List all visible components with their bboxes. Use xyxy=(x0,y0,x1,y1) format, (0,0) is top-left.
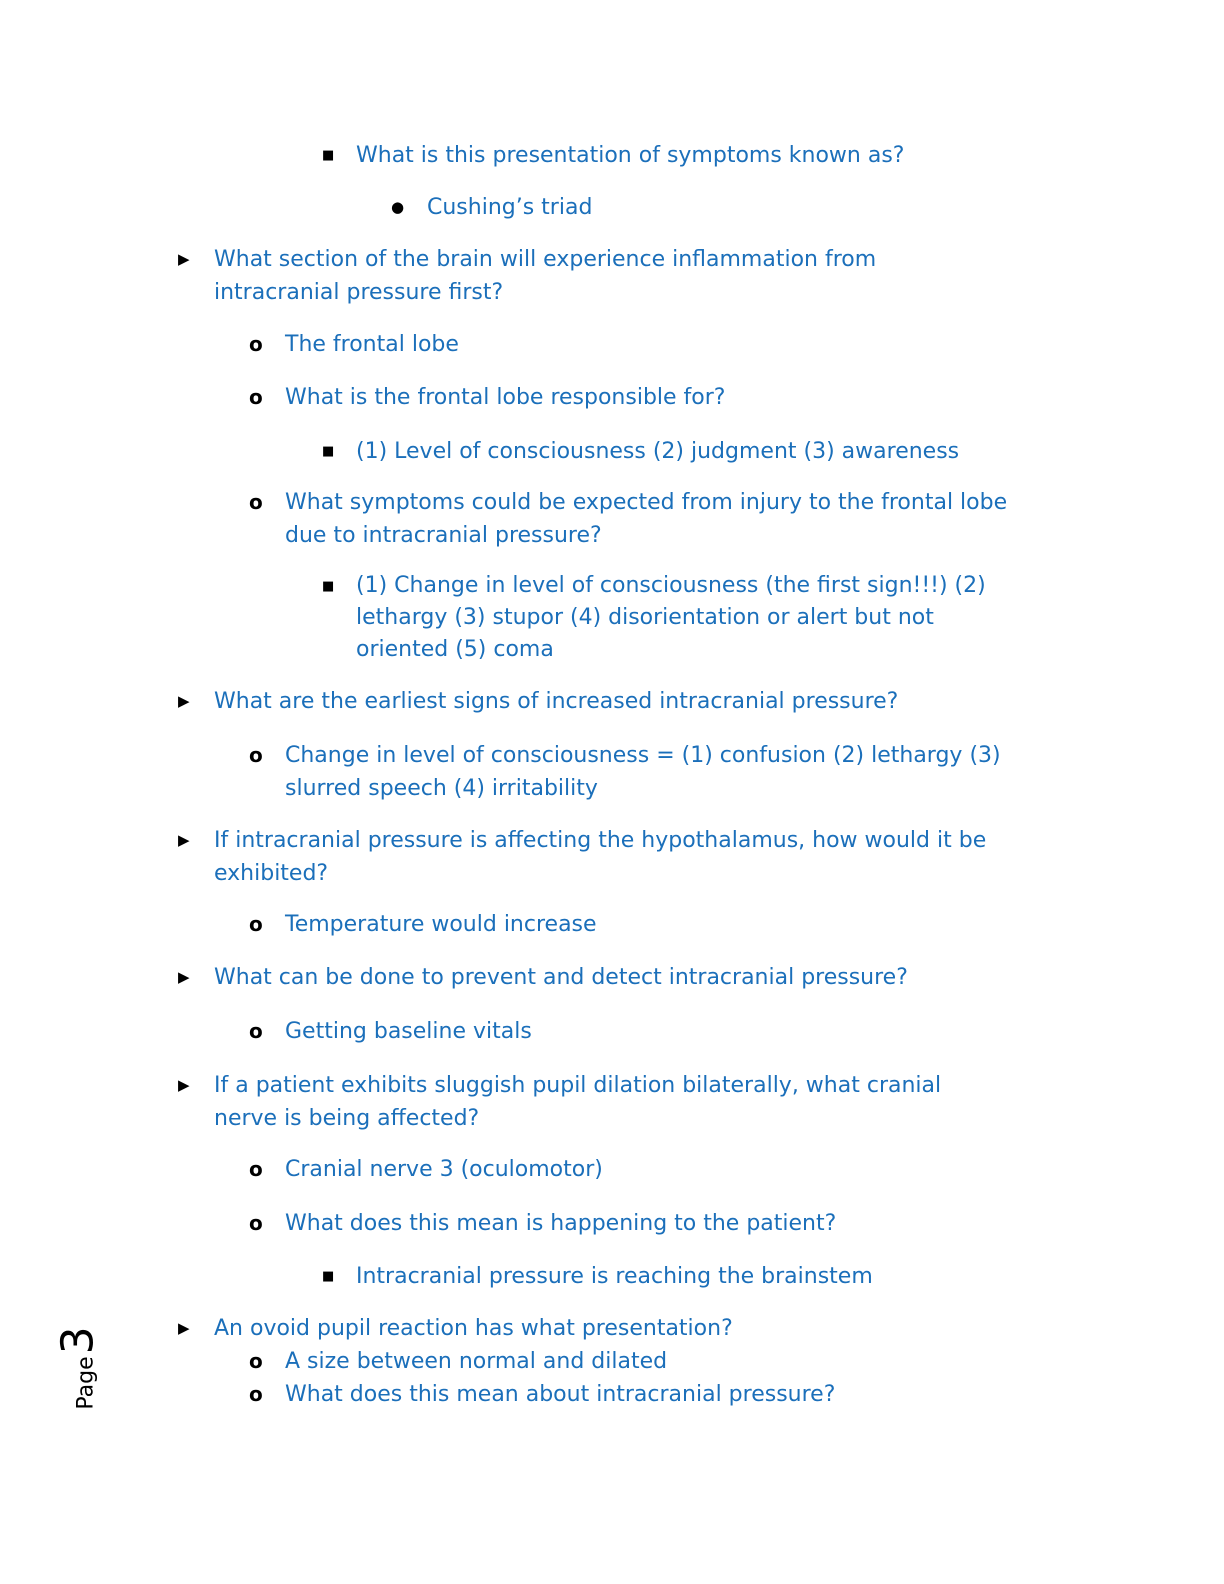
outline-item-text: What is this presentation of symptoms known as? xyxy=(356,143,905,168)
outline-item xyxy=(285,1378,835,1411)
outline-item xyxy=(285,908,597,941)
outline-item xyxy=(285,1153,603,1186)
outline-item-text: What are the earliest signs of increased intracranial pressure? xyxy=(214,689,899,714)
outline-item xyxy=(285,1015,532,1048)
outline-item-text-continued: lethargy (3) stupor (4) disorientation or alert but not xyxy=(356,605,934,630)
outline-item-text: The frontal lobe xyxy=(285,332,459,357)
outline-item-text-continued: exhibited? xyxy=(214,861,329,886)
outline-item xyxy=(285,1207,836,1240)
outline-item-text-continued: nerve is being affected? xyxy=(214,1106,480,1131)
outline-item xyxy=(285,381,725,414)
square-bullet-icon: ■ xyxy=(322,148,335,163)
outline-item xyxy=(285,328,459,361)
outline-item xyxy=(356,1260,873,1293)
arrow-bullet-icon: ▶ xyxy=(178,1319,190,1337)
arrow-bullet-icon: ▶ xyxy=(178,831,190,849)
arrow-bullet-icon: ▶ xyxy=(178,692,190,710)
outline-item-text: Getting baseline vitals xyxy=(285,1019,532,1044)
outline-item xyxy=(356,570,986,666)
circle-bullet-icon: o xyxy=(249,490,263,514)
page-number xyxy=(53,1326,104,1409)
circle-bullet-icon: o xyxy=(249,1349,263,1373)
circle-bullet-icon: o xyxy=(249,1019,263,1043)
outline-item-text: What is the frontal lobe responsible for? xyxy=(285,385,726,410)
outline-item-text-continued: slurred speech (4) irritability xyxy=(285,776,598,801)
circle-bullet-icon: o xyxy=(249,332,263,356)
outline-item xyxy=(214,685,898,718)
outline-item xyxy=(214,1069,941,1135)
square-bullet-icon: ■ xyxy=(322,1269,335,1284)
outline-item-text-continued: due to intracranial pressure? xyxy=(285,523,602,548)
outline-item-text-continued: intracranial pressure first? xyxy=(214,280,504,305)
dot-bullet-icon: ● xyxy=(391,198,405,216)
outline-item-text: What does this mean is happening to the patient? xyxy=(285,1211,837,1236)
outline-item-text: (1) Change in level of consciousness (the first sign!!!) (2) xyxy=(356,573,986,598)
outline-item-text: Cranial nerve 3 (oculomotor) xyxy=(285,1157,603,1182)
outline-item-text: What does this mean about intracranial pressure? xyxy=(285,1382,836,1407)
square-bullet-icon: ■ xyxy=(322,579,335,594)
arrow-bullet-icon: ▶ xyxy=(178,1076,190,1094)
circle-bullet-icon: o xyxy=(249,743,263,767)
circle-bullet-icon: o xyxy=(249,1157,263,1181)
arrow-bullet-icon: ▶ xyxy=(178,250,190,268)
outline-item xyxy=(214,961,908,994)
outline-item-text: Change in level of consciousness = (1) confusion (2) lethargy (3) xyxy=(285,743,1001,768)
outline-item xyxy=(214,243,876,309)
outline-item-text: Cushing’s triad xyxy=(427,195,593,220)
outline-item-text: If intracranial pressure is affecting the hypothalamus, how would it be xyxy=(214,828,987,853)
outline-item xyxy=(285,1345,667,1378)
circle-bullet-icon: o xyxy=(249,1211,263,1235)
outline-item xyxy=(285,486,1007,552)
outline-item-text: A size between normal and dilated xyxy=(285,1349,668,1374)
outline-item-text: What can be done to prevent and detect intracranial pressure? xyxy=(214,965,908,990)
outline-item xyxy=(356,435,959,468)
outline-item-text: What section of the brain will experience inflammation from xyxy=(214,247,877,272)
outline-item-text: (1) Level of consciousness (2) judgment (3) awareness xyxy=(356,439,960,464)
square-bullet-icon: ■ xyxy=(322,444,335,459)
outline-item xyxy=(285,739,1001,805)
outline-item xyxy=(214,1312,733,1345)
outline-item xyxy=(427,191,592,224)
outline-item-text: An ovoid pupil reaction has what presentation? xyxy=(214,1316,733,1341)
circle-bullet-icon: o xyxy=(249,912,263,936)
outline-item-text: What symptoms could be expected from injury to the frontal lobe xyxy=(285,490,1008,515)
outline-item-text: If a patient exhibits sluggish pupil dilation bilaterally, what cranial xyxy=(214,1073,942,1098)
page-number-label: Page xyxy=(73,1356,99,1410)
page-number-value: 3 xyxy=(52,1326,104,1355)
arrow-bullet-icon: ▶ xyxy=(178,968,190,986)
outline-item xyxy=(356,139,905,172)
outline-item-text: Temperature would increase xyxy=(285,912,597,937)
outline-item-text: Intracranial pressure is reaching the brainstem xyxy=(356,1264,873,1289)
outline-item xyxy=(214,824,986,890)
outline-item-text-continued: oriented (5) coma xyxy=(356,637,554,662)
circle-bullet-icon: o xyxy=(249,385,263,409)
circle-bullet-icon: o xyxy=(249,1382,263,1406)
